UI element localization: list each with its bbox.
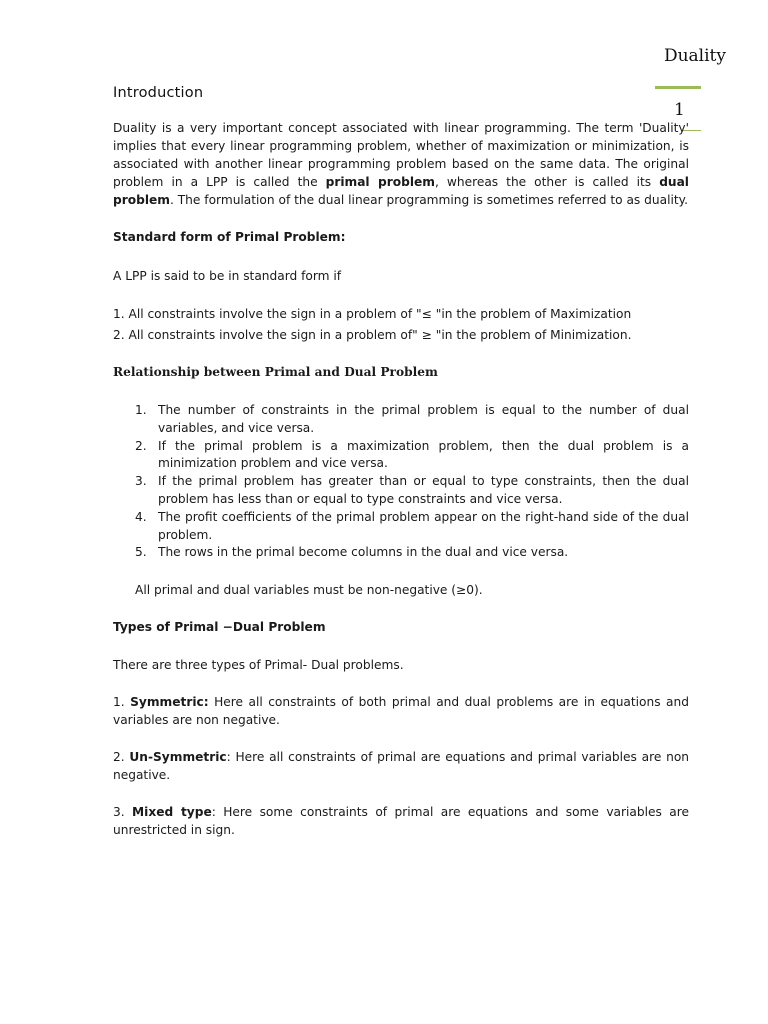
intro-heading: Introduction (113, 85, 204, 101)
intro-paragraph (113, 119, 689, 209)
relationship-heading: Relationship between Primal and Dual Problem (113, 365, 438, 379)
relationship-item-number: 5. (135, 545, 147, 560)
relationship-item-text: If the primal problem has greater than or equal to type constraints, then the dual problem has less than or equal to type constraints and vice versa. (158, 474, 689, 506)
type-symmetric-label: Symmetric: (130, 695, 209, 710)
document-body (113, 84, 689, 839)
standard-heading: Standard form of Primal Problem: (113, 230, 346, 244)
standard-item-2: 2. All constraints involve the sign in a problem of" ≥ "in the problem of Minimization. (113, 328, 632, 342)
types-lead: There are three types of Primal- Dual problems. (113, 658, 404, 673)
relationship-item-number: 2. (135, 438, 147, 453)
relationship-item-text: If the primal problem is a maximization problem, then the dual problem is a minimization problem and vice versa. (158, 438, 689, 471)
intro-text-dual: dual problem (113, 175, 689, 207)
type-symmetric-number: 1. (113, 695, 131, 710)
header-title: Duality (663, 46, 726, 66)
relationship-item-number: 3. (135, 474, 147, 489)
type-symmetric (113, 693, 689, 729)
type-mixed-label: Mixed type (132, 805, 212, 820)
standard-item-1: 1. All constraints involve the sign in a problem of "≤ "in the problem of Maximization (113, 307, 632, 321)
type-unsymmetric-text: : Here all constraints of primal are equations and primal variables are non negative. (113, 750, 689, 783)
relationship-item-number: 1. (135, 403, 147, 417)
relationship-item (135, 509, 689, 545)
page-number: 1 (674, 100, 685, 120)
relationship-item-text: The profit coefficients of the primal problem appear on the right-hand side of the dual problem. (158, 509, 689, 542)
type-unsymmetric (113, 748, 689, 784)
relationship-item (135, 438, 689, 474)
relationship-item-text: The number of constraints in the primal problem is equal to the number of dual variables, and vice versa. (158, 403, 689, 435)
relationship-list (113, 402, 689, 562)
type-mixed-text: : Here some constraints of primal are equations and some variables are unrestricted in sign. (113, 805, 689, 838)
type-mixed (113, 803, 689, 839)
intro-text-e: . The formulation of the dual linear programming is sometimes referred to as duality. (169, 193, 688, 207)
standard-lead: A LPP is said to be in standard form if (113, 269, 342, 283)
type-unsymmetric-number: 2. (113, 750, 130, 765)
type-unsymmetric-label: Un-Symmetric (129, 750, 227, 765)
relationship-item-text: The rows in the primal become columns in the dual and vice versa. (158, 545, 569, 560)
relationship-item (135, 544, 689, 562)
types-heading: Types of Primal −Dual Problem (113, 620, 326, 635)
relationship-item (135, 402, 689, 438)
intro-text-primal: primal problem (325, 175, 435, 189)
intro-text-c: , whereas the other is called its (434, 175, 660, 189)
relationship-item (135, 473, 689, 509)
relationship-item-number: 4. (135, 509, 147, 524)
type-symmetric-text: Here all constraints of both primal and dual problems are in equations and variables are non negative. (113, 695, 689, 728)
intro-text-a: Duality is a very important concept associated with linear programming. The term 'Duality' implies that every linear programming problem, whether of maximization or minimization, is associated with another linear programming problem based on the same data. The original problem in a LPP is called the (113, 121, 689, 189)
relationship-note: All primal and dual variables must be non-negative (≥0). (135, 583, 483, 598)
type-mixed-number: 3. (113, 805, 133, 820)
